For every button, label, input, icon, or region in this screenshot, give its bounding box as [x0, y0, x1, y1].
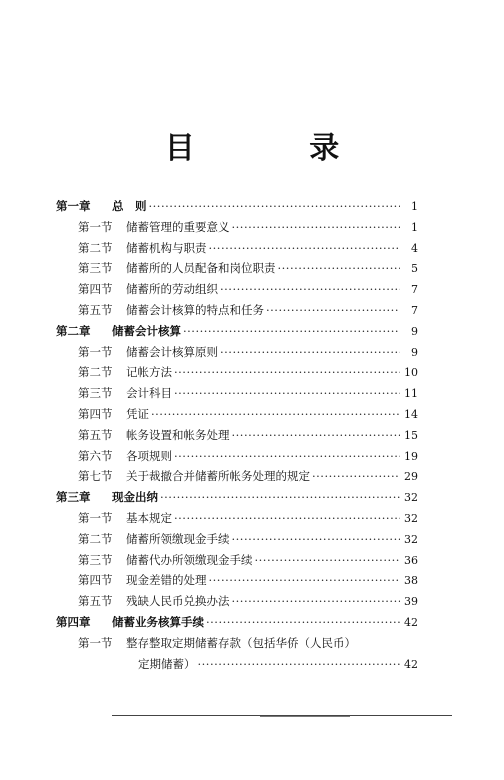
- chapter-number: 第四章: [56, 614, 91, 629]
- toc-section-row[interactable]: [56, 362, 418, 383]
- page-number: 11: [404, 387, 418, 401]
- section-number: 第六节: [78, 448, 113, 463]
- section-title: 储蓄所的劳动组织: [126, 282, 218, 297]
- section-title: 帐务设置和帐务处理: [126, 427, 230, 442]
- section-title-continuation: 定期储蓄）: [138, 656, 196, 671]
- page-number: 4: [411, 241, 418, 255]
- page-number: 1: [411, 220, 418, 234]
- page-number: 39: [404, 595, 418, 609]
- page-number: 1: [411, 200, 418, 213]
- section-title: 凭证: [126, 406, 149, 421]
- toc-section-row[interactable]: [56, 404, 418, 425]
- section-number: 第四节: [78, 573, 113, 588]
- toc-section-row[interactable]: [56, 217, 418, 238]
- section-title: 储蓄所领缴现金手续: [126, 531, 230, 546]
- page-number: 10: [404, 366, 418, 380]
- dot-leader: [174, 446, 400, 467]
- section-title: 现金差错的处理: [126, 573, 207, 588]
- dot-leader: [220, 279, 400, 300]
- dot-leader: [149, 196, 401, 217]
- section-number: 第四节: [78, 282, 113, 297]
- dot-leader: [232, 529, 401, 550]
- toc-section-row[interactable]: [56, 591, 418, 612]
- dot-leader: [198, 654, 401, 675]
- dot-leader: [266, 300, 400, 321]
- dot-leader: [151, 404, 400, 425]
- toc-section-row[interactable]: [56, 446, 418, 467]
- dot-leader: [232, 425, 401, 446]
- section-number: 第三节: [78, 552, 113, 567]
- section-title: 会计科目: [126, 386, 172, 401]
- section-number: 第七节: [78, 469, 113, 484]
- section-title: 各项规则: [126, 448, 172, 463]
- section-number: 第三节: [78, 386, 113, 401]
- section-title: 储蓄机构与职责: [126, 240, 207, 255]
- section-title: 整存整取定期储蓄存款（包括华侨（人民币）: [126, 635, 356, 650]
- section-number: 第一节: [78, 219, 113, 234]
- section-title: 储蓄会计核算的特点和任务: [126, 302, 264, 317]
- dot-leader: [232, 217, 401, 238]
- dot-leader: [220, 342, 400, 363]
- section-number: 第一节: [78, 344, 113, 359]
- section-number: 第五节: [78, 302, 113, 317]
- page-bottom-rule-overlap: [260, 716, 350, 717]
- page-number: 42: [404, 615, 418, 629]
- page-number: 36: [404, 553, 418, 567]
- dot-leader: [174, 508, 400, 529]
- chapter-title: 现金出纳: [112, 490, 158, 505]
- page-number: 19: [404, 449, 418, 463]
- page-number: 29: [404, 470, 418, 484]
- dot-leader: [183, 321, 400, 342]
- page-number: 32: [404, 511, 418, 525]
- dot-leader: [255, 550, 401, 571]
- toc-section-row[interactable]: [56, 342, 418, 363]
- section-title: 关于裁撤合并储蓄所帐务处理的规定: [126, 469, 310, 484]
- page-number: 14: [404, 407, 418, 421]
- chapter-number: 第二章: [56, 323, 91, 338]
- page-number: 5: [411, 262, 418, 276]
- section-number: 第五节: [78, 427, 113, 442]
- toc-section-continuation-row[interactable]: [56, 654, 418, 675]
- toc-chapter-row[interactable]: [56, 196, 418, 217]
- section-number: 第一节: [78, 510, 113, 525]
- section-title: 储蓄代办所领缴现金手续: [126, 552, 253, 567]
- dot-leader: [209, 238, 401, 259]
- toc-section-row[interactable]: [56, 570, 418, 591]
- dot-leader: [160, 487, 400, 508]
- chapter-title: 储蓄业务核算手续: [112, 614, 204, 629]
- toc-section-row[interactable]: [56, 529, 418, 550]
- dot-leader: [174, 383, 400, 404]
- dot-leader: [174, 362, 400, 383]
- toc-section-row[interactable]: [56, 425, 418, 446]
- toc-chapter-row[interactable]: [56, 612, 418, 633]
- page-number: 9: [411, 345, 418, 359]
- section-number: 第一节: [78, 635, 113, 650]
- dot-leader: [209, 570, 401, 591]
- page-number: 7: [411, 303, 418, 317]
- page-number: 38: [404, 574, 418, 588]
- toc-section-row[interactable]: [56, 279, 418, 300]
- dot-leader: [206, 612, 400, 633]
- toc-section-row[interactable]: [56, 466, 418, 487]
- section-number: 第二节: [78, 531, 113, 546]
- section-number: 第四节: [78, 406, 113, 421]
- section-title: 储蓄管理的重要意义: [126, 219, 230, 234]
- section-number: 第二节: [78, 240, 113, 255]
- section-title: 记帐方法: [126, 365, 172, 380]
- toc-section-row[interactable]: [56, 508, 418, 529]
- dot-leader: [232, 591, 401, 612]
- page-number: 9: [411, 324, 418, 338]
- dot-leader: [278, 258, 401, 279]
- page-number: 15: [404, 428, 418, 442]
- toc-section-row[interactable]: [56, 383, 418, 404]
- toc-section-row[interactable]: [56, 300, 418, 321]
- page-number: 7: [411, 283, 418, 297]
- chapter-title: 储蓄会计核算: [112, 323, 181, 338]
- page-number: 32: [404, 532, 418, 546]
- table-of-contents: [56, 196, 418, 674]
- toc-section-row[interactable]: [56, 550, 418, 571]
- page-number: 32: [404, 491, 418, 505]
- toc-section-row[interactable]: [56, 633, 418, 654]
- section-number: 第三节: [78, 261, 113, 276]
- toc-section-row[interactable]: [56, 258, 418, 279]
- chapter-number: 第一章: [56, 199, 91, 213]
- dot-leader: [312, 466, 400, 487]
- chapter-number: 第三章: [56, 490, 91, 505]
- page-title: 目 录: [164, 131, 392, 166]
- section-number: 第五节: [78, 594, 113, 609]
- section-number: 第二节: [78, 365, 113, 380]
- section-title: 残缺人民币兑换办法: [126, 594, 230, 609]
- chapter-title: 总 则: [112, 199, 147, 213]
- section-title: 储蓄所的人员配备和岗位职责: [126, 261, 276, 276]
- page-number: 42: [404, 657, 418, 671]
- section-title: 储蓄会计核算原则: [126, 344, 218, 359]
- toc-chapter-row[interactable]: [56, 487, 418, 508]
- toc-chapter-row[interactable]: [56, 321, 418, 342]
- section-title: 基本规定: [126, 510, 172, 525]
- toc-section-row[interactable]: [56, 238, 418, 259]
